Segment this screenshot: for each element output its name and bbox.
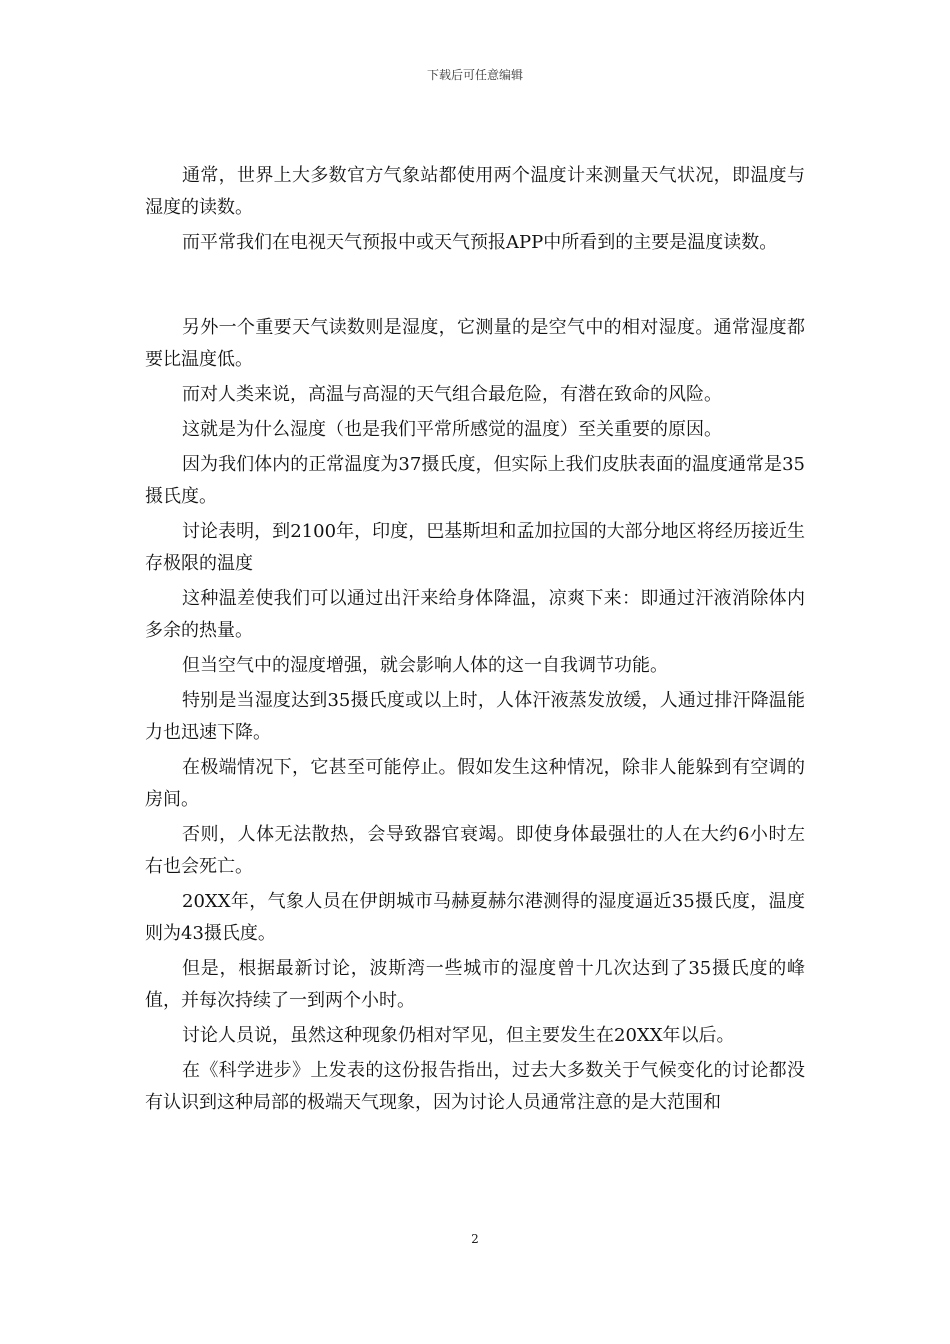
paragraph-gap (145, 262, 805, 312)
paragraph: 特别是当湿度达到35摄氏度或以上时，人体汗液蒸发放缓，人通过排汗降温能力也迅速下降。 (145, 690, 805, 743)
page-header: 下载后可任意编辑 (426, 68, 523, 82)
paragraph: 但是，根据最新讨论，波斯湾一些城市的湿度曾十几次达到了35摄氏度的峰值，并每次持续了一到两个小时。 (145, 958, 805, 1011)
paragraph: 在极端情况下，它甚至可能停止。假如发生这种情况，除非人能躲到有空调的房间。 (145, 757, 805, 810)
page-number: 2 (471, 1232, 479, 1246)
paragraph: 讨论表明，到2100年，印度，巴基斯坦和孟加拉国的大部分地区将经历接近生存极限的温度 (145, 521, 805, 574)
paragraph: 但当空气中的湿度增强，就会影响人体的这一自我调节功能。 (182, 655, 668, 676)
paragraph: 20XX年，气象人员在伊朗城市马赫夏赫尔港测得的湿度逼近35摄氏度，温度则为43摄氏度。 (145, 891, 805, 944)
paragraph: 讨论人员说，虽然这种现象仍相对罕见，但主要发生在20XX年以后。 (182, 1025, 735, 1046)
paragraph: 在《科学进步》上发表的这份报告指出，过去大多数关于气候变化的讨论都没有认识到这种局部的极端天气现象，因为讨论人员通常注意的是大范围和 (145, 1060, 805, 1113)
paragraph: 通常，世界上大多数官方气象站都使用两个温度计来测量天气状况，即温度与湿度的读数。 (145, 165, 805, 218)
document-body (145, 160, 805, 1122)
paragraph: 另外一个重要天气读数则是湿度，它测量的是空气中的相对湿度。通常湿度都要比温度低。 (145, 317, 805, 370)
paragraph: 否则，人体无法散热，会导致器官衰竭。即使身体最强壮的人在大约6小时左右也会死亡。 (145, 824, 805, 877)
paragraph: 因为我们体内的正常温度为37摄氏度，但实际上我们皮肤表面的温度通常是35摄氏度。 (145, 454, 805, 507)
paragraph: 这种温差使我们可以通过出汗来给身体降温，凉爽下来：即通过汗液消除体内多余的热量。 (145, 588, 805, 641)
paragraph: 而平常我们在电视天气预报中或天气预报APP中所看到的主要是温度读数。 (182, 232, 778, 253)
paragraph: 这就是为什么湿度（也是我们平常所感觉的温度）至关重要的原因。 (182, 419, 722, 440)
paragraph: 而对人类来说，高温与高湿的天气组合最危险，有潜在致命的风险。 (182, 384, 722, 405)
